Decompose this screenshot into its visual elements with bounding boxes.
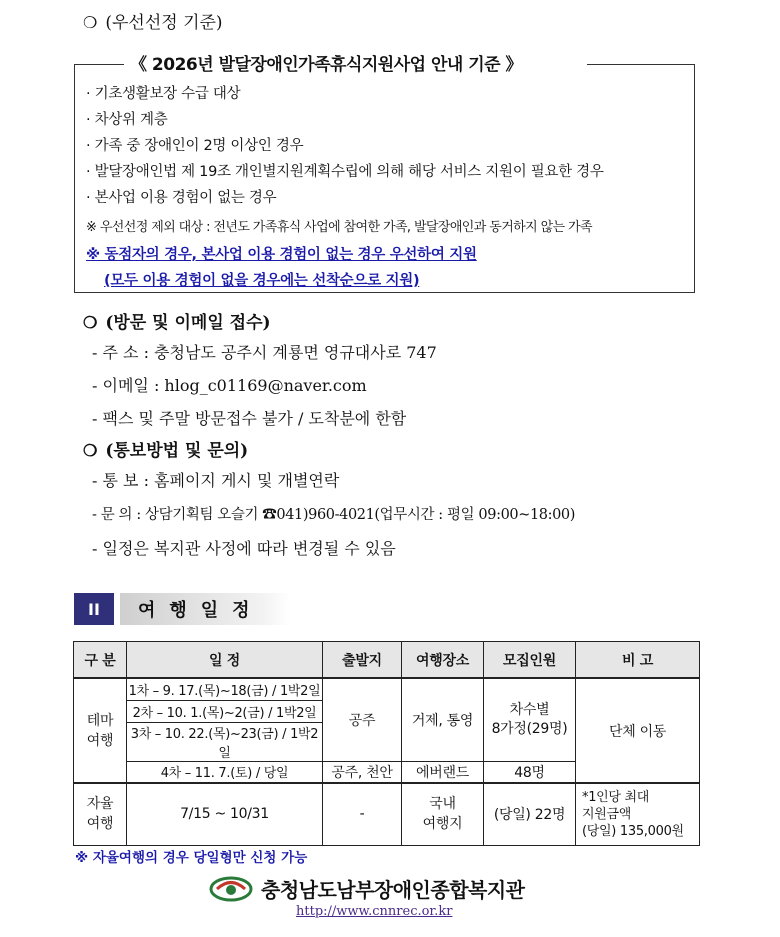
header-note: 비 고 [576,642,700,679]
free-trip-note: ※ 자율여행의 경우 당일형만 신청 가능 [75,850,308,866]
section-contact-heading: ❍ (통보방법 및 문의) [83,441,249,461]
tiebreak-line: ※ 동점자의 경우, 본사업 이용 경험이 없는 경우 우선하여 지원 [86,247,477,263]
count-cell: 48명 [484,761,576,783]
notify-item: - 통 보 : 홈페이지 게시 및 개별연락 [92,471,340,490]
header-category: 구 분 [74,642,127,679]
note-cell: *1인당 최대 지원금액 (당일) 135,000원 [576,783,700,845]
section-priority-heading: ❍ (우선선정 기준) [83,13,223,33]
criteria-line: · 발달장애인법 제 19조 개인별지원계획수립에 의해 해당 서비스 지원이 필요한 경우 [86,164,604,180]
place-cell: 국내 여행지 [402,783,484,845]
section-apply-heading: ❍ (방문 및 이메일 접수) [83,313,271,333]
circle-bullet-icon: ❍ [83,441,98,460]
theme-trip-label: 테마 여행 [74,678,127,783]
org-url-link[interactable]: http://www.cnnrec.or.kr [296,904,453,919]
place-cell: 에버랜드 [402,761,484,783]
schedule-table [73,641,700,846]
org-footer [209,874,524,903]
org-name: 충청남도남부장애인종합복지관 [261,878,525,902]
box-top-border-right [587,64,695,65]
header-origin: 출발지 [323,642,402,679]
origin-cell: 공주 [323,678,402,761]
criteria-box-title: 《 2026년 발달장애인가족휴식지원사업 안내 기준 》 [130,55,523,75]
schedule-cell: 7/15 ~ 10/31 [127,783,323,845]
email-item: - 이메일 : hlog_c01169@naver.com [92,376,367,395]
schedule-cell: 2차 – 10. 1.(목)~2(금) / 1박2일 [127,700,323,722]
count-cell: (당일) 22명 [484,783,576,845]
table-row [74,783,700,845]
header-schedule: 일 정 [127,642,323,679]
exclusion-line: ※ 우선선정 제외 대상 : 전년도 가족휴식 사업에 참여한 가족, 발달장애인과 동거하지 않는 가족 [86,220,592,235]
criteria-line: · 기초생활보장 수급 대상 [86,86,241,102]
tiebreak-sub-line: (모두 이용 경험이 없을 경우에는 선착순으로 지원) [104,273,420,289]
table-row [74,678,700,700]
header-place: 여행장소 [402,642,484,679]
inquiry-item: - 문 의 : 상담기획팀 오슬기 ☎041)960-4021(업무시간 : 평일 09:00~18:00) [92,507,576,523]
org-logo-icon [209,876,253,902]
header-count: 모집인원 [484,642,576,679]
circle-bullet-icon: ❍ [83,313,98,332]
criteria-line: · 본사업 이용 경험이 없는 경우 [86,190,277,206]
schedule-cell: 1차 – 9. 17.(목)~18(금) / 1박2일 [127,678,323,700]
address-item: - 주 소 : 충청남도 공주시 계룡면 영규대사로 747 [92,343,437,362]
schedule-change-item: - 일정은 복지관 사정에 따라 변경될 수 있음 [92,539,396,558]
section-title-banner: 여행일정 [120,593,290,625]
place-cell: 거제, 통영 [402,678,484,761]
criteria-line: · 가족 중 장애인이 2명 이상인 경우 [86,138,304,154]
note-cell: 단체 이동 [576,678,700,783]
origin-cell: - [323,783,402,845]
count-cell: 차수별 8가정(29명) [484,678,576,761]
box-top-border-left [74,64,124,65]
circle-bullet-icon: ❍ [83,13,98,32]
fax-item: - 팩스 및 주말 방문접수 불가 / 도착분에 한함 [92,409,407,428]
free-trip-label: 자율 여행 [74,783,127,845]
section-number-badge: II [74,593,114,625]
schedule-cell: 3차 – 10. 22.(목)~23(금) / 1박2일 [127,722,323,761]
criteria-line: · 차상위 계층 [86,112,168,128]
table-header-row [74,642,700,679]
schedule-cell: 4차 – 11. 7.(토) / 당일 [127,761,323,783]
origin-cell: 공주, 천안 [323,761,402,783]
